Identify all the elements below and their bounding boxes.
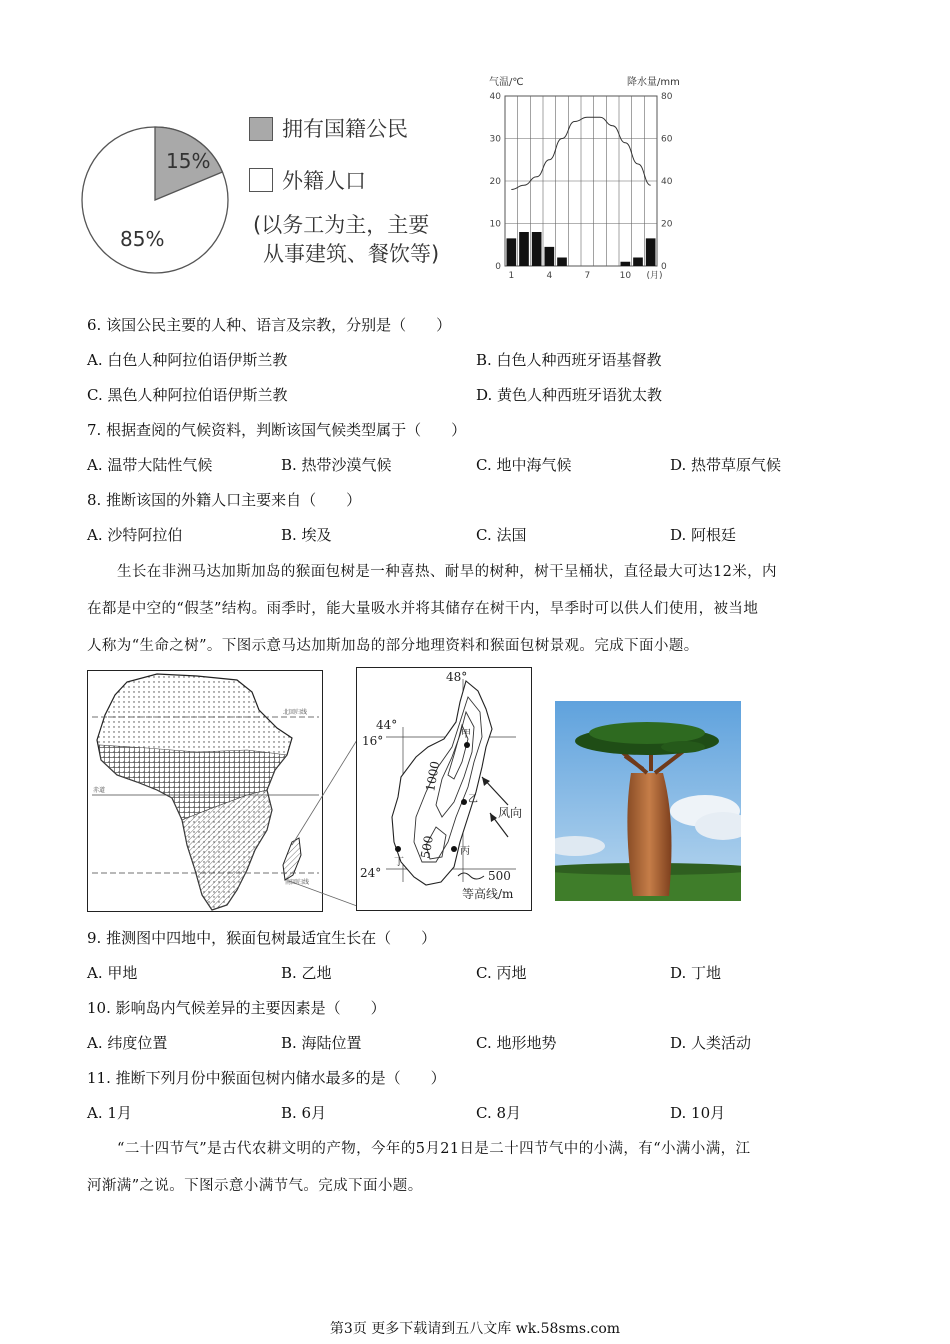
precip-bar <box>646 238 656 266</box>
passage-baobab-line1: 生长在非洲马达加斯加岛的猴面包树是一种喜热、耐旱的树种，树干呈桶状，直径最大可达12米，内 <box>117 564 777 580</box>
map-connector <box>285 668 360 913</box>
q10-option-a[interactable]: A. 纬度位置 <box>87 1034 168 1052</box>
q6-option-d[interactable]: D. 黄色人种西班牙语犹太教 <box>476 386 663 404</box>
x-unit-label: (月) <box>646 271 663 281</box>
q8-option-c[interactable]: C. 法国 <box>476 526 527 544</box>
y-left-label: 气温/℃ <box>489 77 524 88</box>
place-yi-dot <box>461 799 467 805</box>
passage-xiaoman-line2: 河渐满”之说。下图示意小满节气。完成下面小题。 <box>87 1178 423 1194</box>
q6-option-b[interactable]: B. 白色人种西班牙语基督教 <box>476 351 662 369</box>
climate-chart <box>485 72 695 287</box>
equator-label: 赤道 <box>93 787 106 794</box>
x-tick: 7 <box>584 271 591 281</box>
lon-label-44: 44° <box>376 718 398 732</box>
wind-direction-label: 风向 <box>498 806 523 820</box>
question-10: 10. 影响岛内气候差异的主要因素是（ ） <box>87 999 386 1017</box>
question-9: 9. 推测图中四地中，猴面包树最适宜生长在（ ） <box>87 929 437 947</box>
lat-label-24: 24° <box>360 866 382 880</box>
contour-label-1000: 1000 <box>423 760 443 793</box>
lat-label-16: 16° <box>362 734 384 748</box>
y-left-tick: 0 <box>495 262 501 272</box>
question-8: 8. 推断该国的外籍人口主要来自（ ） <box>87 491 362 509</box>
legend-swatch-citizens <box>249 117 273 141</box>
y-right-tick: 40 <box>661 177 673 187</box>
madagascar-map <box>356 667 532 912</box>
passage-xiaoman <box>87 1131 863 1205</box>
question-6: 6. 该国公民主要的人种、语言及宗教，分别是（ ） <box>87 316 452 334</box>
place-ding-label: 丁 <box>394 857 404 868</box>
q10-option-d[interactable]: D. 人类活动 <box>670 1034 752 1052</box>
pie-label-15: 15% <box>166 149 211 173</box>
contour-label-500: 500 <box>418 834 436 860</box>
precip-bar <box>507 238 517 266</box>
legend-label-foreign: 外籍人口 <box>282 169 366 193</box>
pie-label-85: 85% <box>120 227 165 251</box>
y-left-tick: 30 <box>489 134 501 145</box>
q7-option-d[interactable]: D. 热带草原气候 <box>670 456 782 474</box>
q9-option-b[interactable]: B. 乙地 <box>281 964 332 982</box>
q9-option-a[interactable]: A. 甲地 <box>87 964 138 982</box>
q8-option-b[interactable]: B. 埃及 <box>281 526 332 544</box>
tropic-capricorn-label: 南回归线 <box>285 879 310 886</box>
q7-option-b[interactable]: B. 热带沙漠气候 <box>281 456 392 474</box>
y-right-tick: 60 <box>661 134 673 145</box>
nationality-pie-chart <box>80 120 230 285</box>
q8-option-d[interactable]: D. 阿根廷 <box>670 526 737 544</box>
legend-swatch-foreign <box>249 168 273 192</box>
x-tick: 1 <box>508 271 515 281</box>
precip-bar <box>519 232 529 266</box>
passage-baobab <box>87 554 863 665</box>
foreign-note-line1: (以务工为主，主要 <box>253 213 430 237</box>
passage-baobab-line3: 人称为“生命之树”。下图示意马达加斯加岛的部分地理资料和猴面包树景观。完成下面小题。 <box>87 638 699 654</box>
precip-bar <box>545 247 555 266</box>
passage-baobab-line2: 在都是中空的“假茎”结构。雨季时，能大量吸水并将其储存在树干内，旱季时可以供人们使用，被当地 <box>87 601 759 617</box>
y-left-tick: 10 <box>489 219 501 230</box>
y-left-tick: 40 <box>489 92 501 102</box>
q9-option-c[interactable]: C. 丙地 <box>476 964 527 982</box>
q7-option-a[interactable]: A. 温带大陆性气候 <box>87 456 213 474</box>
precip-bar <box>557 258 567 267</box>
y-left-tick: 20 <box>489 177 501 187</box>
q11-option-c[interactable]: C. 8月 <box>476 1104 522 1122</box>
q11-option-a[interactable]: A. 1月 <box>87 1104 132 1122</box>
place-jia-dot <box>464 742 470 748</box>
y-right-tick: 0 <box>661 262 667 272</box>
q9-option-d[interactable]: D. 丁地 <box>670 964 722 982</box>
tropic-cancer-label: 北回归线 <box>283 709 308 716</box>
foreign-note-line2: 从事建筑、餐饮等) <box>263 242 440 266</box>
q10-option-b[interactable]: B. 海陆位置 <box>281 1034 362 1052</box>
precip-bar <box>532 232 542 266</box>
q10-option-c[interactable]: C. 地形地势 <box>476 1034 557 1052</box>
legend-label-citizens: 拥有国籍公民 <box>282 117 408 141</box>
question-7: 7. 根据查阅的气候资料，判断该国气候类型属于（ ） <box>87 421 467 439</box>
precip-bar <box>633 258 643 267</box>
q8-option-a[interactable]: A. 沙特阿拉伯 <box>87 526 183 544</box>
page-footer: 第3页 更多下载请到五八文库 wk.58sms.com <box>329 1321 621 1337</box>
question-11: 11. 推断下列月份中猴面包树内储水最多的是（ ） <box>87 1069 446 1087</box>
legend-contour-value: 500 <box>488 869 511 883</box>
place-jia-label: 甲 <box>461 729 471 740</box>
q6-option-a[interactable]: A. 白色人种阿拉伯语伊斯兰教 <box>87 351 288 369</box>
q11-option-b[interactable]: B. 6月 <box>281 1104 327 1122</box>
y-right-tick: 20 <box>661 219 673 230</box>
q6-option-c[interactable]: C. 黑色人种阿拉伯语伊斯兰教 <box>87 386 288 404</box>
q11-option-d[interactable]: D. 10月 <box>670 1104 726 1122</box>
y-right-tick: 80 <box>661 92 673 102</box>
legend-contour-label: 等高线/m <box>462 887 514 901</box>
place-ding-dot <box>395 846 401 852</box>
x-tick: 10 <box>619 271 632 281</box>
precip-bar <box>621 262 631 266</box>
place-bing-dot <box>451 846 457 852</box>
baobab-photo <box>555 701 741 901</box>
x-tick: 4 <box>546 271 553 281</box>
place-yi-label: 乙 <box>468 794 478 805</box>
place-bing-label: 丙 <box>460 846 470 857</box>
q7-option-c[interactable]: C. 地中海气候 <box>476 456 572 474</box>
y-right-label: 降水量/mm <box>627 77 680 88</box>
passage-xiaoman-line1: “二十四节气”是古代农耕文明的产物，今年的5月21日是二十四节气中的小满，有“小满小满，江 <box>117 1141 751 1157</box>
lon-label-48: 48° <box>446 670 468 684</box>
